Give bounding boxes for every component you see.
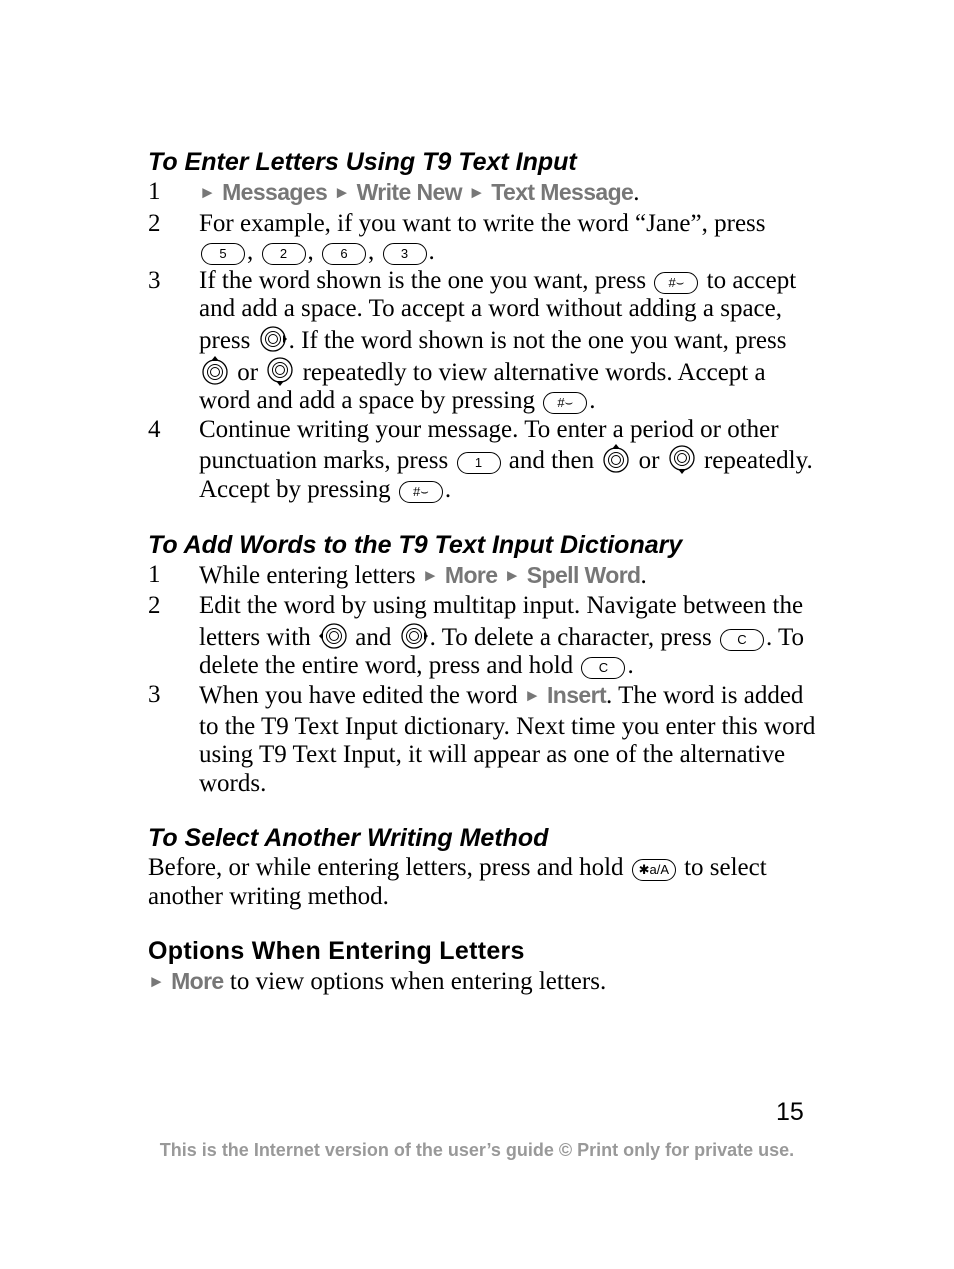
page-number: 15	[776, 1098, 804, 1126]
list-item	[148, 267, 818, 416]
list-item	[148, 210, 818, 267]
menu-path-item: Write New	[356, 179, 462, 205]
step-text: Edit the word by using multitap input. Navigate between the letters with	[199, 592, 804, 651]
punctuation: .	[640, 561, 647, 589]
joystick-left-icon	[319, 621, 347, 651]
key-hash-icon: #⌣	[399, 481, 443, 503]
step-text: While entering letters	[199, 561, 416, 589]
menu-path-item: Text Message	[491, 179, 634, 205]
steps-list	[148, 561, 818, 799]
joystick-up-icon	[201, 356, 229, 386]
list-item	[148, 561, 818, 593]
key-c-icon: C	[581, 657, 625, 679]
menu-path-item: More	[444, 561, 498, 588]
footer-notice: This is the Internet version of the user’s guide © Print only for private use.	[159, 1140, 795, 1160]
step-number: 4	[148, 415, 161, 443]
arrow-icon: ►	[333, 183, 351, 202]
step-number: 1	[148, 560, 161, 588]
section-options	[148, 935, 818, 999]
key-hash-icon: #⌣	[543, 392, 587, 414]
paragraph	[148, 967, 818, 999]
section-t9-input	[148, 146, 818, 505]
paragraph-text: to view options when entering letters.	[229, 968, 607, 996]
section-writing-method	[148, 822, 818, 911]
joystick-right-icon	[259, 324, 287, 354]
joystick-down-icon	[266, 356, 294, 386]
step-text: to accept and add a space. To accept a word without adding a space, press	[199, 266, 797, 354]
key-c-icon: C	[720, 629, 764, 651]
key-6-icon: 6	[322, 243, 366, 265]
page-content	[148, 146, 818, 1023]
steps-list	[148, 178, 818, 505]
step-number: 3	[148, 680, 161, 708]
step-text: Continue writing your message. To enter a period or other punctuation marks, press	[199, 415, 779, 475]
list-item	[148, 681, 818, 798]
arrow-icon: ►	[199, 183, 216, 202]
step-text: . The word is added to the T9 Text Input dictionary. Next time you enter this word using T9 Text Input, it will appear as one of the alternative words.	[199, 681, 816, 797]
step-text: . To delete a character, press	[429, 623, 712, 651]
step-text: . To delete the entire word, press and hold	[199, 623, 805, 680]
step-text: or	[638, 447, 660, 475]
punctuation: ,	[247, 238, 254, 266]
punctuation: .	[444, 475, 452, 503]
key-3-icon: 3	[383, 243, 427, 265]
paragraph	[148, 854, 818, 911]
key-2-icon: 2	[262, 243, 306, 265]
key-1-icon: 1	[457, 452, 501, 474]
section-heading: To Add Words to the T9 Text Input Dictionary	[148, 530, 683, 559]
step-text: repeatedly to view alternative words. Accept a word and add a space by pressing	[199, 358, 766, 415]
step-text: When you have edited the word	[199, 681, 518, 709]
joystick-down-icon	[668, 444, 696, 474]
key-hash-icon: #⌣	[654, 272, 698, 294]
joystick-right-icon	[400, 621, 428, 651]
menu-path-item: Spell Word	[526, 561, 641, 588]
key-5-icon: 5	[201, 243, 245, 265]
step-number: 2	[148, 592, 161, 620]
section-heading: To Select Another Writing Method	[148, 824, 549, 853]
punctuation: ,	[368, 238, 375, 266]
step-text: repeatedly. Accept by pressing	[199, 447, 813, 503]
punctuation: .	[627, 652, 634, 680]
punctuation: .	[633, 179, 640, 206]
arrow-icon: ►	[523, 685, 541, 705]
list-item	[148, 178, 818, 210]
arrow-icon: ►	[468, 183, 486, 202]
section-heading: To Enter Letters Using T9 Text Input	[148, 148, 577, 176]
arrow-icon: ►	[503, 565, 521, 585]
list-item	[148, 592, 818, 681]
paragraph-text: Before, or while entering letters, press and hold	[148, 854, 624, 882]
step-number: 1	[148, 178, 161, 205]
arrow-icon: ►	[421, 565, 439, 585]
step-number: 3	[148, 266, 161, 294]
punctuation: .	[589, 387, 596, 415]
menu-path-item: Insert	[546, 681, 607, 708]
section-heading: Options When Entering Letters	[148, 937, 525, 966]
arrow-icon: ►	[148, 972, 165, 992]
step-text: For example, if you want to write the word “Jane”, press	[199, 209, 766, 237]
list-item	[148, 416, 818, 505]
step-text: or	[237, 358, 259, 386]
step-text: and then	[508, 447, 595, 475]
punctuation: ,	[307, 238, 314, 266]
joystick-up-icon	[602, 444, 630, 474]
step-text: If the word shown is the one you want, press	[199, 266, 647, 294]
step-text: . If the word shown is not the one you want, press	[288, 326, 787, 354]
paragraph-text: to select another writing method.	[148, 854, 767, 910]
key-star-icon: ✱a/A	[632, 859, 676, 881]
menu-path-item: More	[171, 968, 224, 995]
section-t9-dictionary	[148, 529, 818, 799]
punctuation: .	[428, 238, 435, 266]
step-number: 2	[148, 209, 161, 237]
menu-path-item: Messages	[222, 179, 328, 205]
step-text: and	[355, 623, 392, 651]
